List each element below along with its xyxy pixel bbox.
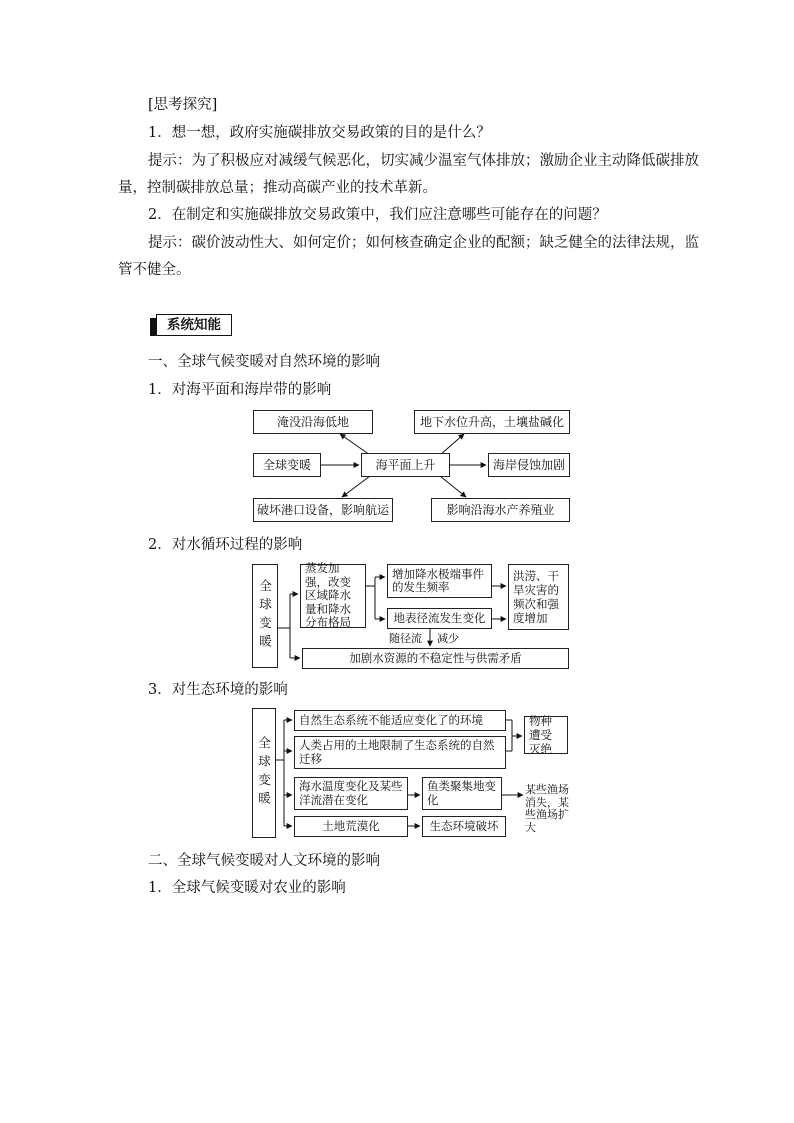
answer-2-line1: 提示：碳价波动性大、如何定价；如何核查确定企业的配额；缺乏健全的法律法规，监: [148, 235, 699, 251]
d3-b1: 自然生态系统不能适应变化了的环境: [294, 710, 506, 731]
d1-top-left: 淹没沿海低地: [253, 410, 373, 434]
d2-label-a: 随径流: [389, 632, 422, 645]
d1-bottom-right: 影响沿海水产养殖业: [431, 498, 570, 522]
d3-b6: 某些渔场消失，某些渔场扩大: [525, 780, 569, 838]
d2-b5: 加剧水资源的不稳定性与供需矛盾: [302, 648, 569, 669]
section-2-sub1: 1．全球气候变暖对农业的影响: [148, 880, 346, 896]
d3-source-label: 全球变暖: [256, 736, 272, 810]
badge-label: 系统知能: [156, 314, 232, 336]
d2-b4: 洪涝、干旱灾害的频次和强度增加: [508, 564, 569, 630]
d3-b5: 鱼类聚集地变化: [422, 777, 502, 810]
section-2-title: 二、全球气候变暖对人文环境的影响: [148, 853, 380, 869]
section-1-sub2: 2．对水循环过程的影响: [148, 537, 303, 553]
answer-1-line2: 量，控制碳排放总量；推动高碳产业的技术革新。: [118, 180, 437, 196]
question-2: 2．在制定和实施碳排放交易政策中，我们应注意哪些可能存在的问题？: [148, 207, 607, 223]
section-1-title: 一、全球气候变暖对自然环境的影响: [148, 354, 380, 370]
d1-center: 海平面上升: [361, 453, 450, 477]
d3-b3: 物种遭受灭绝: [524, 716, 568, 754]
think-heading: [思考探究]: [148, 97, 218, 113]
answer-2-line2: 管不健全。: [118, 262, 191, 278]
d1-right: 海岸侵蚀加剧: [488, 453, 570, 477]
d2-label-b: 减少: [437, 632, 459, 645]
d2-source: [252, 564, 278, 668]
d3-b4: 海水温度变化及某些洋流潜在变化: [294, 777, 408, 810]
d1-top-right: 地下水位升高，土壤盐碱化: [414, 410, 570, 434]
d3-source: [252, 708, 276, 838]
question-1: 1．想一想，政府实施碳排放交易政策的目的是什么？: [148, 125, 491, 141]
d1-source: 全球变暖: [253, 453, 321, 477]
d3-b7: 土地荒漠化: [294, 816, 408, 837]
d2-b1: 蒸发加强，改变区域降水量和降水分布格局: [300, 564, 366, 628]
d3-b2: 人类占用的土地限制了生态系统的自然迁移: [294, 736, 506, 769]
d1-bottom-left: 破坏港口设备，影响航运: [253, 498, 393, 522]
d3-b8: 生态环境破坏: [422, 816, 506, 837]
d2-source-label: 全球变暖: [257, 579, 273, 653]
section-1-sub1: 1．对海平面和海岸带的影响: [148, 382, 332, 398]
section-1-sub3: 3．对生态环境的影响: [148, 682, 288, 698]
answer-1-line1: 提示：为了积极应对减缓气候恶化，切实减少温室气体排放；激励企业主动降低碳排放: [148, 153, 699, 169]
d2-b3: 地表径流发生变化: [387, 608, 492, 629]
d2-b2: 增加降水极端事件的发生频率: [387, 564, 492, 598]
